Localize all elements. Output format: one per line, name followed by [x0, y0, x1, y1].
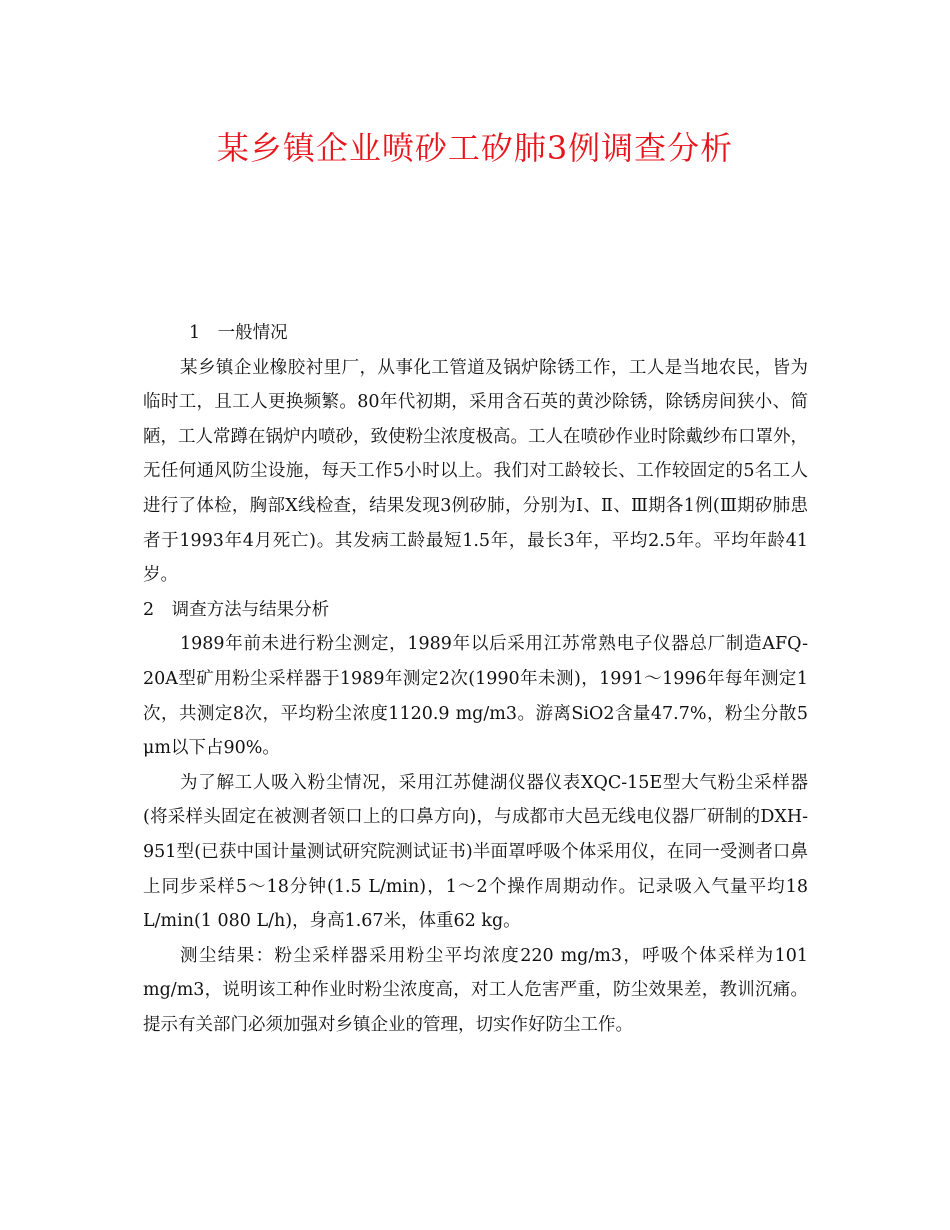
paragraph-results: 测尘结果：粉尘采样器采用粉尘平均浓度220 mg/m3，呼吸个体采样为101 mg/m3，说明该工种作业时粉尘浓度高，对工人危害严重，防尘效果差，教训沉痛。提示有关部门必须加强对乡镇企业的管理，切实作好防尘工作。: [143, 945, 808, 1035]
section-heading-general: 1 一般情况: [189, 323, 288, 343]
paragraph-dust-measurement: 1989年前未进行粉尘测定，1989年以后采用江苏常熟电子仪器总厂制造AFQ-20A型矿用粉尘采样器于1989年测定2次(1990年未测)，1991～1996年每年测定1次，共测定8次，平均粉尘浓度1120.9 mg/m3。游离SiO2含量47.7%，粉尘分散5 μm以下占90%。: [143, 634, 808, 759]
paragraph-general-situation: 某乡镇企业橡胶衬里厂，从事化工管道及锅炉除锈工作，工人是当地农民，皆为临时工，且工人更换频繁。80年代初期，采用含石英的黄沙除锈，除锈房间狭小、简陋，工人常蹲在锅炉内喷砂，致使粉尘浓度极高。工人在喷砂作业时除戴纱布口罩外，无任何通风防尘设施，每天工作5小时以上。我们对工龄较长、工作较固定的5名工人进行了体检，胸部X线检查，结果发现3例矽肺，分别为Ⅰ、Ⅱ、Ⅲ期各1例(Ⅲ期矽肺患者于1993年4月死亡)。其发病工龄最短1.5年，最长3年，平均2.5年。平均年龄41岁。: [143, 357, 808, 586]
document-title: 某乡镇企业喷砂工矽肺3例调查分析: [216, 129, 734, 167]
paragraph-inhalation-sampling: 为了解工人吸入粉尘情况，采用江苏健湖仪器仪表XQC-15E型大气粉尘采样器(将采样头固定在被测者领口上的口鼻方向)，与成都市大邑无线电仪器厂研制的DXH-951型(已获中国计量测试研究院测试证书)半面罩呼吸个体采用仪，在同一受测者口鼻上同步采样5～18分钟(1.5 L/min)，1～2个操作周期动作。记录吸入气量平均18 L/min(1 080 L/h)，身高1.67米，体重62 kg。: [143, 772, 808, 932]
section-heading-methods: 2 调查方法与结果分析: [143, 599, 330, 620]
document-body: [143, 316, 808, 1042]
